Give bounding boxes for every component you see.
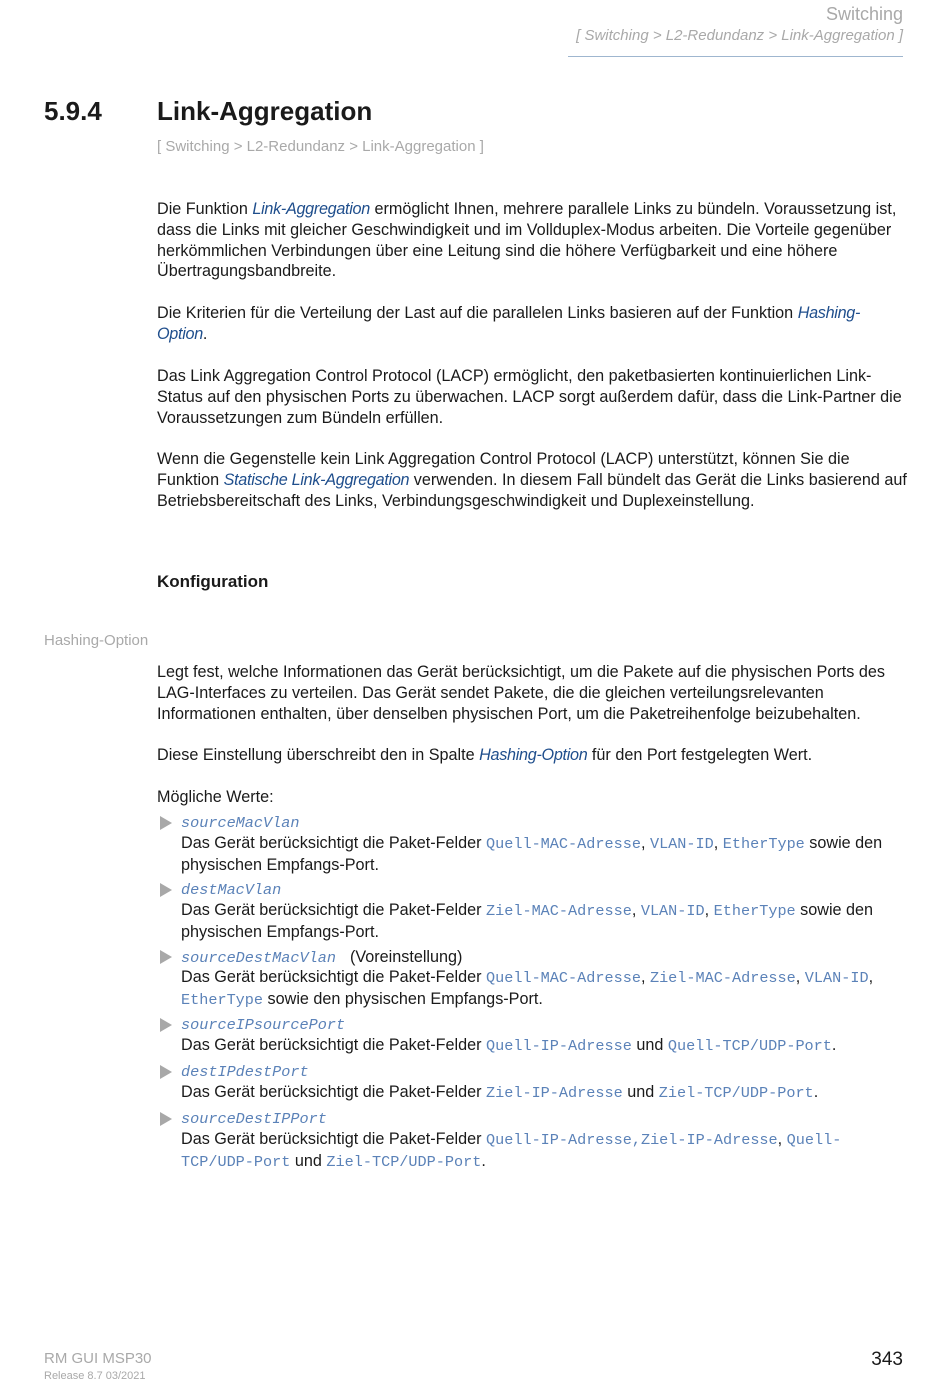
section-breadcrumb: [ Switching > L2-Redundanz > Link-Aggregation ]	[157, 138, 484, 155]
packet-field: Quell-IP-Adresse,	[486, 1131, 641, 1149]
section-number: 5.9.4	[44, 96, 102, 126]
page-number: 343	[871, 1349, 903, 1370]
packet-field: Ziel-MAC-Adresse	[486, 902, 632, 920]
bullet-triangle-icon	[159, 950, 173, 964]
packet-field: Quell-TCP/UDP-Port	[181, 1131, 842, 1171]
running-header-title: Switching	[825, 4, 903, 24]
packet-field: Ziel-TCP/UDP-Port	[658, 1084, 814, 1102]
hashing-option-ref[interactable]: Hashing-Option	[157, 304, 861, 343]
packet-field: VLAN-ID	[804, 969, 869, 987]
value-description: Das Gerät berücksichtigt die Paket-Felder Quell-MAC-Adresse, VLAN-ID, EtherType sowie den physischen Empfangs-Port.	[181, 834, 883, 874]
packet-field: EtherType	[722, 835, 805, 853]
value-name: sourceDestMacVlan (Voreinstellung)	[181, 948, 463, 967]
intro-paragraph-3: Das Link Aggregation Control Protocol (LACP) ermöglicht, den paketbasierten kontinuierlichen Link-Status auf den physischen Ports zu überwachen. LACP sorgt außerdem dafür, dass die Link-Partner die Voraussetzungen zum Bündeln erfüllen.	[157, 367, 902, 427]
value-name: sourceIPsourcePort	[181, 1016, 346, 1034]
configuration-heading: Konfiguration	[157, 572, 269, 591]
bullet-triangle-icon	[159, 816, 173, 830]
value-description: Das Gerät berücksichtigt die Paket-Felder Quell-IP-Adresse und Quell-TCP/UDP-Port.	[181, 1036, 837, 1055]
bullet-triangle-icon	[159, 883, 173, 897]
intro-paragraph-4: Wenn die Gegenstelle kein Link Aggregation Control Protocol (LACP) unterstützt, können Sie die Funktion Statische Link-Aggregation verwenden. In diesem Fall bündelt das Gerät die Links basierend auf Betriebsbereitschaft des Links, Verbindungsgeschwindigkeit und Duplexeinstellung.	[157, 450, 907, 510]
hashing-option-param-label: Hashing-Option	[44, 632, 149, 649]
running-header-breadcrumb: [ Switching > L2-Redundanz > Link-Aggregation ]	[576, 27, 903, 44]
section-title: Link-Aggregation	[157, 96, 373, 126]
footer-document-name: RM GUI MSP30	[44, 1350, 152, 1367]
packet-field: Ziel-MAC-Adresse	[649, 969, 796, 987]
packet-field: Ziel-TCP/UDP-Port	[326, 1152, 482, 1171]
link-aggregation-ref[interactable]: Link-Aggregation	[252, 200, 370, 218]
packet-field: EtherType	[713, 902, 796, 920]
static-link-aggregation-ref[interactable]: Statische Link-Aggregation	[223, 470, 410, 489]
value-description: Das Gerät berücksichtigt die Paket-Felder Quell-MAC-Adresse, Ziel-MAC-Adresse, VLAN-ID, EtherType sowie den physischen Empfangs-Port.	[181, 968, 874, 1009]
value-name: sourceDestIPPort	[181, 1110, 327, 1128]
intro-paragraph-2: Die Kriterien für die Verteilung der Last auf die parallelen Links basieren auf der Funktion Hashing-Option.	[157, 304, 861, 343]
value-name: destMacVlan	[181, 881, 282, 899]
packet-field: Quell-TCP/UDP-Port	[667, 1037, 832, 1055]
packet-field: VLAN-ID	[640, 902, 705, 920]
bullet-triangle-icon	[159, 1112, 173, 1126]
packet-field: Quell-IP-Adresse	[486, 1037, 632, 1055]
value-description: Das Gerät berücksichtigt die Paket-Felder Quell-IP-Adresse,Ziel-IP-Adresse, Quell-TCP/UDP-Port und Ziel-TCP/UDP-Port.	[181, 1130, 842, 1171]
packet-field: VLAN-ID	[649, 835, 714, 853]
value-description: Das Gerät berücksichtigt die Paket-Felder Ziel-MAC-Adresse, VLAN-ID, EtherType sowie den physischen Empfangs-Port.	[181, 901, 874, 941]
footer-release: Release 8.7 03/2021	[44, 1370, 146, 1382]
packet-field: Quell-MAC-Adresse	[486, 969, 641, 987]
packet-field: Ziel-IP-Adresse	[640, 1131, 778, 1149]
bullet-triangle-icon	[159, 1018, 173, 1032]
default-value-note: (Voreinstellung)	[349, 948, 463, 966]
packet-field: Quell-MAC-Adresse	[486, 835, 641, 853]
hashing-option-column-ref[interactable]: Hashing-Option	[479, 746, 588, 764]
packet-field: EtherType	[181, 990, 264, 1009]
possible-values-label: Mögliche Werte:	[157, 788, 274, 806]
value-name: destIPdestPort	[181, 1063, 309, 1081]
packet-field: Ziel-IP-Adresse	[486, 1084, 623, 1102]
bullet-triangle-icon	[159, 1065, 173, 1079]
value-name: sourceMacVlan	[181, 814, 300, 832]
value-description: Das Gerät berücksichtigt die Paket-Felder Ziel-IP-Adresse und Ziel-TCP/UDP-Port.	[181, 1083, 819, 1102]
header-divider	[568, 56, 903, 57]
intro-paragraph-1: Die Funktion Link-Aggregation ermöglicht Ihnen, mehrere parallele Links zu bündeln. Voraussetzung ist, dass die Links mit gleicher Geschwindigkeit und im Vollduplex-Modus arbeiten. Die Vorteile gegenüber herkömmlichen Verbindungen über eine Leitung sind die höhere Verfügbarkeit und eine höhere Übertragungsbandbreite.	[157, 200, 897, 281]
hashing-option-description: Legt fest, welche Informationen das Gerät berücksichtigt, um die Pakete auf die physischen Ports des LAG-Interfaces zu verteilen. Das Gerät sendet Pakete, die die gleichen verteilungsrelevanten Informationen enthalten, über denselben physischen Port, um die Paketreihenfolge beizubehalten.	[157, 663, 885, 723]
override-note: Diese Einstellung überschreibt den in Spalte Hashing-Option für den Port festgelegten Wert.	[157, 746, 813, 764]
